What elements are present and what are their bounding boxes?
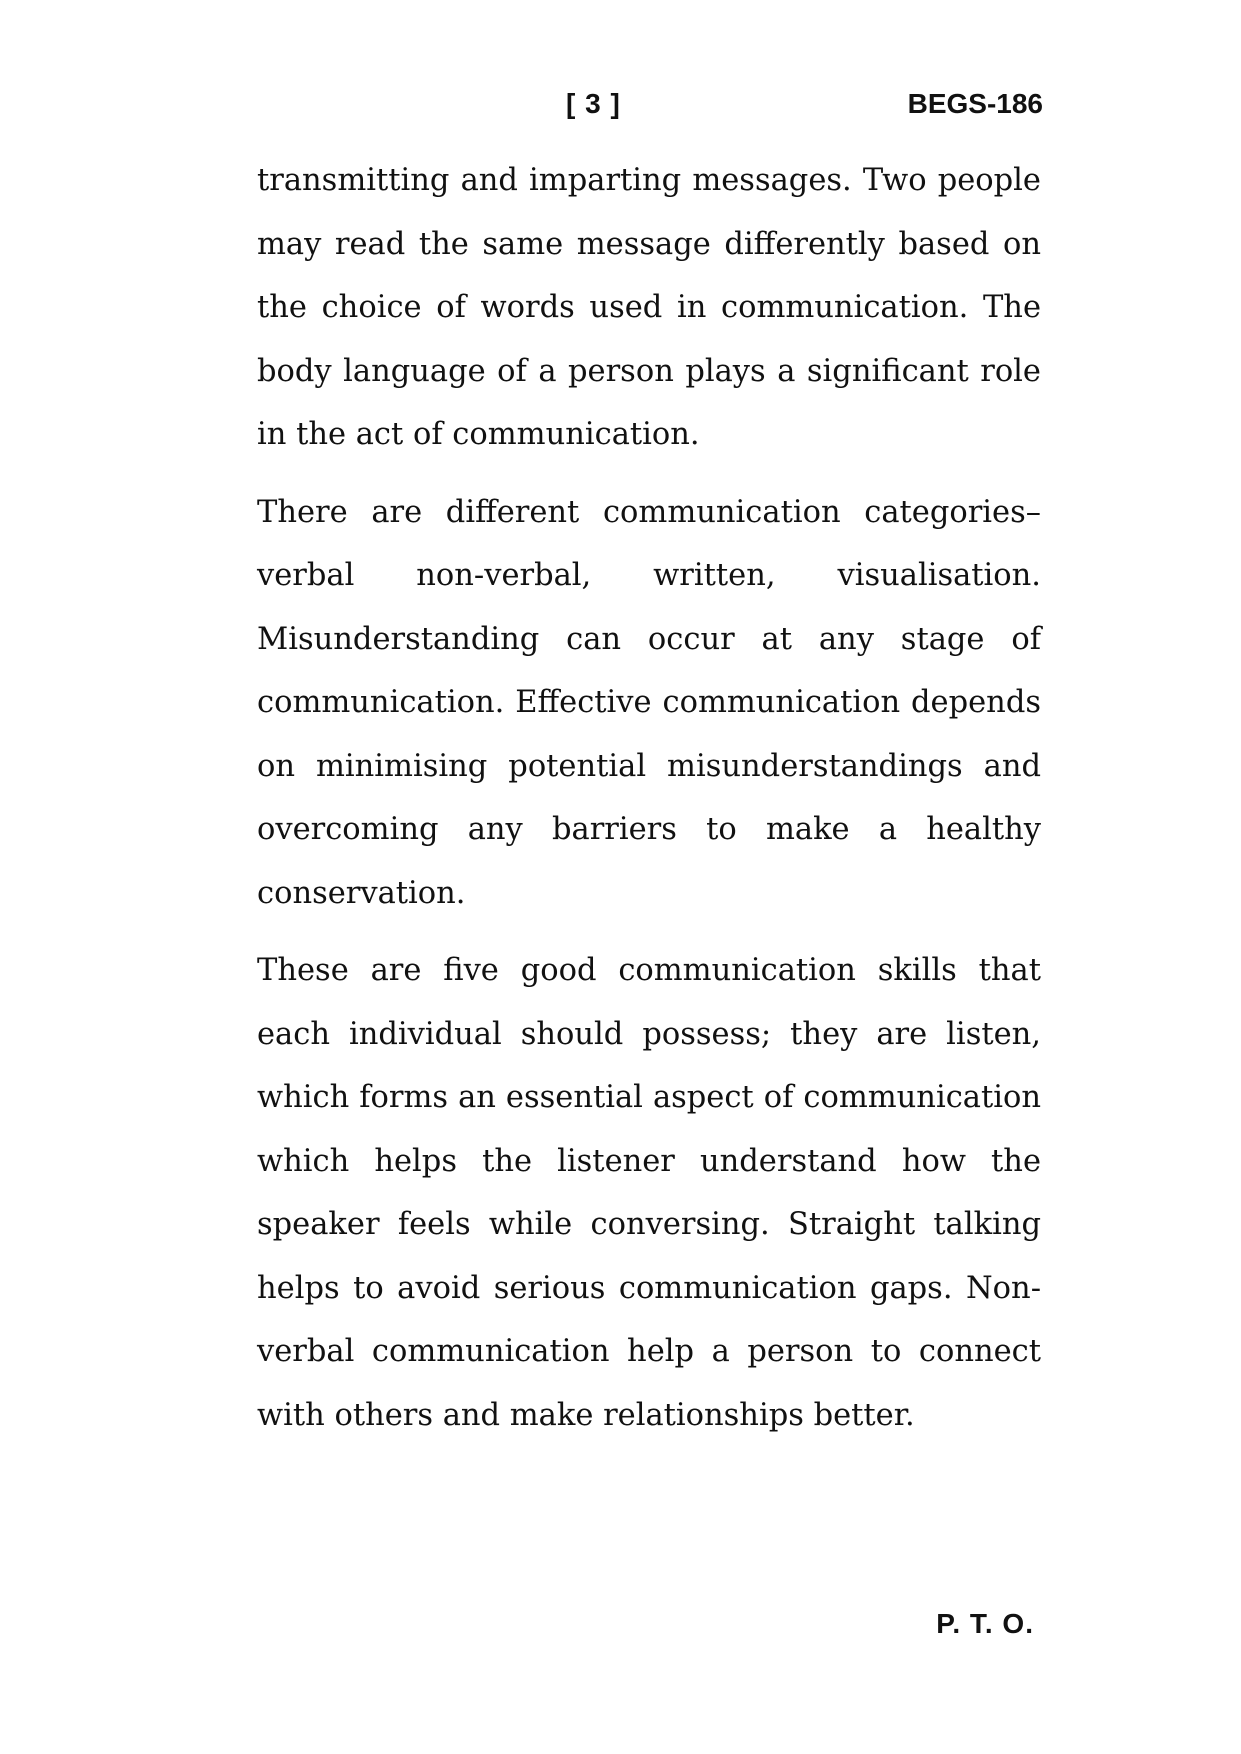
course-code: BEGS-186 — [907, 88, 1043, 119]
pto-label: P. T. O. — [936, 1608, 1034, 1639]
paragraph-1: transmitting and imparting messages. Two people may read the same message differently based on the choice of words used in communication. The body language of a person plays a significant role in the act of communication. — [257, 163, 1041, 452]
paragraph-3: These are five good communication skills that each individual should possess; they are listen, which forms an essential aspect of communication which helps the listener understand how the speaker feels while conversing. Straight talking helps to avoid serious communication gaps. Non-verbal communication help a person to connect with others and make relationships better. — [257, 953, 1041, 1433]
page-number: [ 3 ] — [566, 88, 621, 119]
page-body — [257, 149, 1041, 1461]
paragraph-2: There are different communication categories– verbal non-verbal, written, visualisation. Misunderstanding can occur at any stage of communication. Effective communication depends on minimising potential misunderstandings and overcoming any barriers to make a healthy conservation. — [257, 494, 1041, 911]
